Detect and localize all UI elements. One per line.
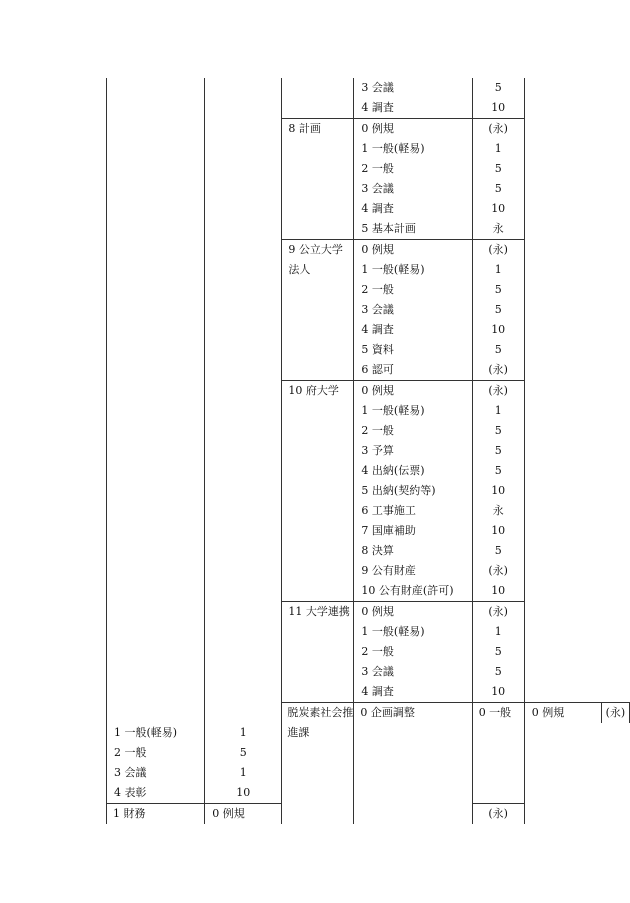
retention-value: 10 [491,484,506,497]
category-cell [282,119,354,240]
division-cell [205,78,282,723]
item-label: 5 資料 [361,343,394,356]
item-label: 3 会議 [361,81,394,94]
retention-value: 5 [239,746,247,759]
retention-value: 5 [494,645,502,658]
retention-schedule-table [106,78,630,824]
item-label: 5 基本計画 [361,222,416,235]
retention-value: 1 [494,263,502,276]
item-label: 4 表彰 [114,786,147,799]
retention-value: 1 [494,404,502,417]
retention-value: 5 [494,343,502,356]
item-label: 6 工事施工 [361,504,416,517]
category-label: 8 計画 [288,122,321,135]
retention-value: 5 [494,464,502,477]
category-cell [282,602,354,703]
retention-value: (永) [488,564,508,577]
retention-value: 1 [494,142,502,155]
retention-value: 10 [491,524,506,537]
retention-value: 永 [492,222,504,235]
item-label: 0 例規 [212,807,245,820]
item-label: 1 一般(軽易) [361,625,425,638]
retention-value: 5 [494,283,502,296]
item-label: 1 一般(軽易) [361,404,425,417]
item-label: 3 会議 [361,182,394,195]
dept-label: 脱炭素社会推進課 [287,706,354,739]
retention-value: 1 [239,766,247,779]
item-label: 3 会議 [114,766,147,779]
item-label: 4 調査 [361,323,394,336]
dept-cell [282,703,354,825]
item-label: 3 会議 [361,665,394,678]
retention-value: 5 [494,424,502,437]
item-label: 9 公有財産 [361,564,416,577]
item-label: 0 例規 [531,706,565,719]
category-label: 9 公立大学法人 [288,243,343,276]
category-cell [282,240,354,381]
retention-value: 5 [494,665,502,678]
item-label: 2 一般 [361,645,394,658]
retention-value: (永) [488,605,508,618]
retention-value: 5 [494,81,502,94]
retention-value: 5 [494,182,502,195]
item-label: 2 一般 [361,162,394,175]
retention-value: (永) [488,243,508,256]
category-label: 10 府大学 [288,384,339,397]
item-label: 4 出納(伝票) [361,464,425,477]
category-cell [282,78,354,119]
category-label: 1 財務 [113,807,146,820]
item-label: 0 例規 [361,122,394,135]
retention-value: 10 [491,584,506,597]
category-label: 0 一般 [478,706,512,719]
division-cell [354,703,472,825]
item-label: 5 出納(契約等) [361,484,436,497]
retention-value: 10 [236,786,251,799]
item-label: 4 調査 [361,202,394,215]
item-label: 3 予算 [361,444,394,457]
category-cell [282,381,354,602]
category-cell [472,703,524,804]
item-label: 4 調査 [361,685,394,698]
item-label: 0 例規 [361,384,394,397]
item-label: 8 決算 [361,544,394,557]
item-label: 2 一般 [361,283,394,296]
category-cell [107,804,205,825]
item-label: 7 国庫補助 [361,524,416,537]
item-label: 1 一般(軽易) [361,142,425,155]
retention-value: (永) [488,122,508,135]
item-label: 1 一般(軽易) [361,263,425,276]
item-label: 2 一般 [361,424,394,437]
item-label: 1 一般(軽易) [114,726,178,739]
item-label: 10 公有財産(許可) [361,584,454,597]
category-label: 11 大学連携 [288,605,350,618]
retention-value: (永) [488,807,508,820]
dept-cell [107,78,205,723]
retention-value: 5 [494,303,502,316]
item-label: 0 例規 [361,605,394,618]
item-label: 0 例規 [361,243,394,256]
retention-value: (永) [605,706,626,719]
retention-value: 10 [491,685,506,698]
retention-value: 5 [494,162,502,175]
item-label: 3 会議 [361,303,394,316]
retention-value: 10 [491,323,506,336]
retention-value: (永) [488,384,508,397]
item-label: 6 認可 [361,363,394,376]
retention-value: 10 [491,101,506,114]
retention-value: 1 [494,625,502,638]
retention-value: 5 [494,544,502,557]
retention-value: 1 [239,726,247,739]
retention-value: 永 [492,504,504,517]
item-label: 2 一般 [114,746,147,759]
retention-value: (永) [488,363,508,376]
item-label: 4 調査 [361,101,394,114]
retention-value: 10 [491,202,506,215]
table-row [107,78,630,98]
division-label: 0 企画調整 [360,706,415,719]
retention-value: 5 [494,444,502,457]
